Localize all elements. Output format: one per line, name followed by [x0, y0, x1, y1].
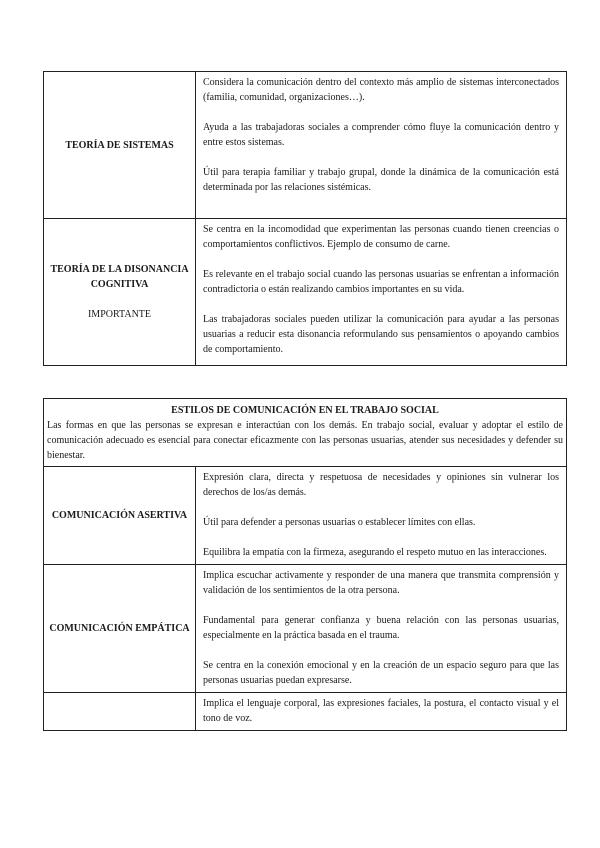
table-row — [44, 693, 567, 731]
row-description-cell — [196, 693, 567, 731]
row-label: TEORÍA DE LA DISONANCIA COGNITIVA — [50, 264, 189, 290]
paragraph: Se centra en la conexión emocional y en la creación de un espacio seguro para que las personas usuarias puedan expresarse. — [203, 660, 559, 686]
communication-styles-table — [43, 398, 567, 731]
row-label-cell — [44, 565, 196, 693]
paragraph: Las trabajadoras sociales pueden utilizar la comunicación para ayudar a las personas usuarias a reducir esta disonancia reformulando sus pensamientos o apoyando cambios de comportamiento. — [203, 314, 559, 355]
paragraph: Expresión clara, directa y respetuosa de necesidades y opiniones sin vulnerar los derechos de los/as demás. — [203, 472, 559, 498]
table-row — [44, 565, 567, 693]
row-sublabel: IMPORTANTE — [87, 309, 152, 320]
table-row — [44, 467, 567, 565]
row-description-cell — [196, 219, 567, 366]
paragraph: Fundamental para generar confianza y buena relación con las personas usuarias, especialmente en la práctica basada en el trauma. — [203, 615, 559, 641]
theories-table — [43, 71, 567, 366]
row-label-cell — [44, 219, 196, 366]
table-header-cell — [44, 399, 567, 467]
paragraph: Equilibra la empatía con la firmeza, asegurando el respeto mutuo en las interacciones. — [203, 547, 547, 558]
table-row — [44, 219, 567, 366]
row-description-cell — [196, 565, 567, 693]
paragraph: Útil para defender a personas usuarias o establecer límites con ellas. — [203, 517, 476, 528]
row-label: COMUNICACIÓN ASERTIVA — [51, 510, 188, 521]
paragraph: Es relevante en el trabajo social cuando las personas usuarias se enfrentan a información contradictoria o están realizando cambios importantes en su vida. — [203, 269, 559, 295]
paragraph: Implica el lenguaje corporal, las expresiones faciales, la postura, el contacto visual y el tono de voz. — [203, 698, 559, 724]
table-header-row — [44, 399, 567, 467]
row-label-cell — [44, 693, 196, 731]
paragraph: Útil para terapia familiar y trabajo grupal, donde la dinámica de la comunicación está determinada por las relaciones sistémicas. — [203, 167, 559, 193]
row-label: COMUNICACIÓN EMPÁTICA — [49, 623, 190, 634]
table-row — [44, 72, 567, 219]
table-intro: Las formas en que las personas se expresan e interactúan con los demás. En trabajo social, evaluar y adoptar el estilo de comunicación adecuado es esencial para conectar eficazmente con las personas usuarias, atender sus necesidades y defender su bienestar. — [47, 420, 563, 461]
paragraph: Considera la comunicación dentro del contexto más amplio de sistemas interconectados (familia, comunidad, organizaciones…). — [203, 77, 559, 103]
paragraph: Se centra en la incomodidad que experimentan las personas cuando tienen creencias o comportamientos conflictivos. Ejemplo de consumo de carne. — [203, 224, 559, 250]
row-description-cell — [196, 72, 567, 219]
row-label-cell — [44, 467, 196, 565]
row-description-cell — [196, 467, 567, 565]
table-title: ESTILOS DE COMUNICACIÓN EN EL TRABAJO SOCIAL — [171, 405, 439, 416]
row-label: TEORÍA DE SISTEMAS — [65, 139, 174, 151]
paragraph: Ayuda a las trabajadoras sociales a comprender cómo fluye la comunicación dentro y entre estos sistemas. — [203, 122, 559, 148]
row-label-cell — [44, 72, 196, 219]
paragraph: Implica escuchar activamente y responder de una manera que transmita comprensión y validación de los sentimientos de la otra persona. — [203, 570, 559, 596]
